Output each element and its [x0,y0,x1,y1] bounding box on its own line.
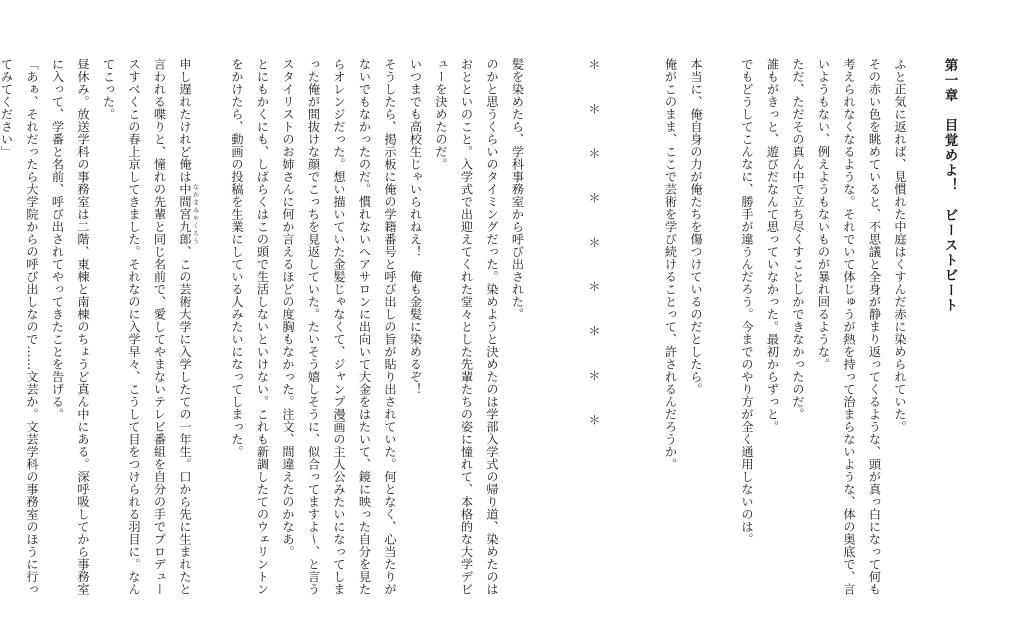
text-line: とにもかくにも、しばらくはこの頭で生活しないといけない。これも新調したてのウェリントン [255,58,270,596]
blank-line [606,58,632,618]
text-line: でもどうしてこんなに、勝手が違うんだろう。今までのやり方が全く通用しないのは。 [740,58,754,546]
text-line: ただ、ただその真ん中で立ち尽くすことしかできなかったのだ。 [791,58,805,421]
text-line: 言われる喋りと、憧れの先輩と同じ名前で、愛してやまないテレビ番組を自分の手でプロデュー [152,58,167,596]
blank-line [555,58,581,618]
text-line: スタイリストのお姉さんに何か言えるほどの度胸もなかった。注文、間違えたのかなあ。 [281,58,295,558]
text-line: 申し遅れたけれど俺は中間宮九郎 なかまみやくろう、この芸術大学に入学したての一年生。口から先に生まれたと [178,58,199,596]
blank-line [708,58,734,618]
text-line: スすべくこの春上京してきました。それなのに入学早々、こうして目をつけられる羽目に。なん [127,58,141,596]
text-line: に入って、学番と名前、呼び出されてやってきたことを告げる。 [50,58,65,421]
text-line: をかけたら、動画の投稿を生業にしている人みたいになってしまった。 [230,58,244,458]
blank-line [198,58,224,618]
name-ruby: 中間宮九郎 なかまみやくろう [178,183,199,246]
text-line: てみてください」 [0,58,14,158]
text-line: いつまでも高校生じゃいられねえ！ 俺も金髪に染めるぞ！ [408,58,423,396]
text-line: その赤い色を眺めていると、不思議と全身が静まり返ってくるような、頭が真っ白になって何も [867,58,882,596]
text-line: った俺が間抜けな顔でこっちを見返していた。たいそう嬉しそうに、似合ってますよ～、と言う [306,58,321,596]
text-line: おとといのこと。入学式で出迎えてくれた堂々とした先輩たちの姿に憧れて、本格的な大学デビ [459,58,474,596]
text-line: ューを決めたのだ。 [434,58,448,171]
text-line: 本当に、俺自身の力が俺たちを傷つけているのだとしたら。 [689,58,703,396]
chapter-title: 第一章 目覚めよ！ ビーストビート [941,58,958,313]
text-line: ふと正気に返れば、見慣れた中庭はくすんだ赤に染められていた。 [893,58,907,433]
text-line: 考えられなくなるような。それでいて体じゅうが熱を持って治まらないような、体の奥底で、言 [842,58,856,596]
text-line: 昼休み。放送学科の事務室は二階、東棟と南棟のちょうど真ん中にある。深呼吸してから事務室 [76,58,90,596]
text-line: らオレンジだった。想い描いていた金髪じゃなくて、ジャンプ漫画の主人公みたいになってしま [332,58,346,596]
text-line: いようもない、例えようもないものが暴れ回るような。 [816,58,831,371]
blank-line [530,58,556,618]
scene-separator: ＊ ＊ ＊ ＊ ＊ ＊ ＊ ＊ ＊ [587,58,601,436]
text-line: のかと思うくらいのタイミングだった。染めようと決めたのは学部入学式の帰り道、染めたのは [485,58,499,596]
ruby-reading: なかまみやくろう [191,183,199,246]
text-line: 「あぁ、それだったら大学院からの呼び出しなので……文芸か。文芸学科の事務室のほうに行っ [25,58,39,596]
text-line: 誰もがきっと、遊びだなんて思っていなかった。最初からずっと。 [765,58,780,433]
text-line: 髪を染めたら、学科事務室から呼び出された。 [510,58,525,321]
text-line: てこった。 [101,58,116,121]
blank-line [632,58,658,618]
text-line: 俺がこのまま、ここで芸術を学び続けることって、許されるんだろうか。 [663,58,678,471]
text-line: そうしたら、掲示板に俺の学籍番号と呼び出しの旨が貼り出されていた。何となく、心当たりが [383,58,397,596]
text-line: ないでもなかったのだ。慣れないヘアサロンに出向いて大金をはたいて、鏡に映った自分を見た [357,58,372,596]
body-text [0,58,912,618]
